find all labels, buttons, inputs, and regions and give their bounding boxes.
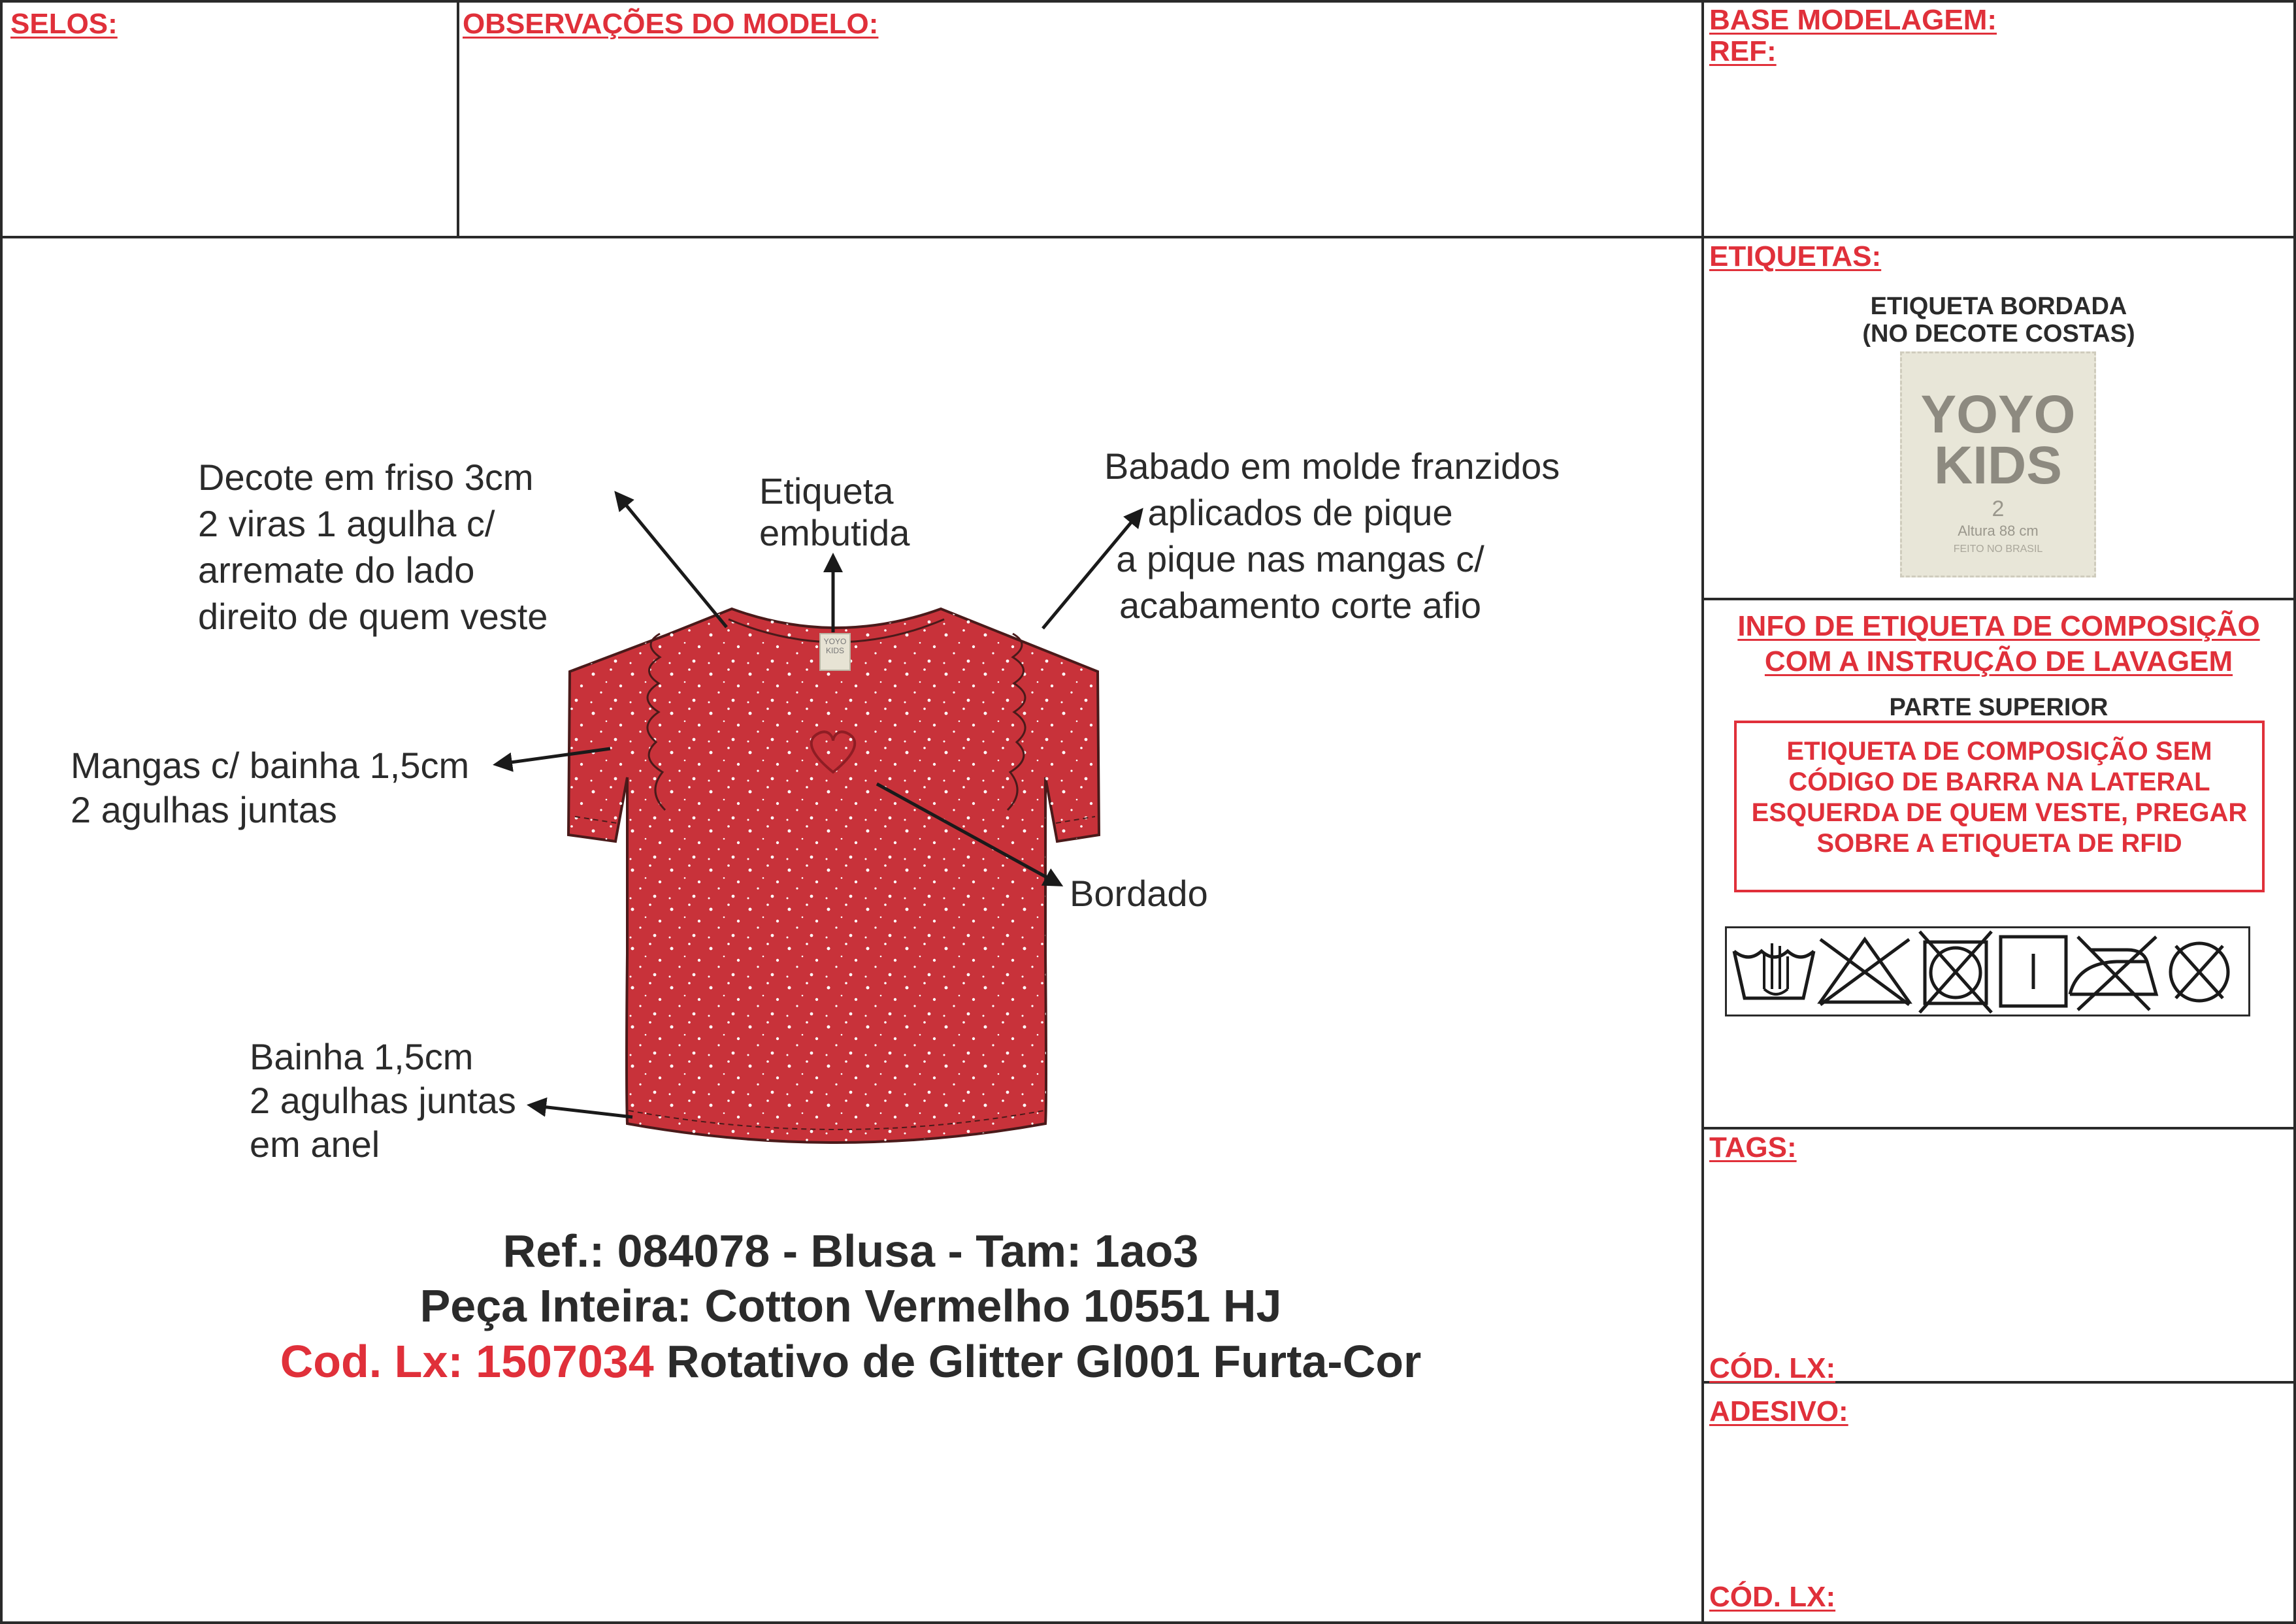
woven-label-origin: FEITO NO BRASIL xyxy=(1953,544,2043,555)
etiquetas-label: ETIQUETAS: xyxy=(1709,240,1882,272)
product-glitter-desc: Rotativo de Glitter Gl001 Furta-Cor xyxy=(653,1336,1422,1387)
woven-label xyxy=(1900,351,2096,577)
woven-label-height: Altura 88 cm xyxy=(1958,523,2039,539)
tags-cod-lx-label: CÓD. LX: xyxy=(1709,1352,1836,1384)
etiqueta-annotation: Etiqueta embutida xyxy=(759,470,910,553)
mangas-arrow xyxy=(497,749,610,764)
product-cod-lx: Cod. Lx: 1507034 xyxy=(280,1336,654,1387)
tags-label: TAGS: xyxy=(1709,1131,1797,1163)
etiqueta-bordada-title: ETIQUETA BORDADA (NO DECOTE COSTAS) xyxy=(1862,293,2135,348)
ref-label: REF: xyxy=(1709,35,1777,67)
bainha-arrow xyxy=(531,1105,632,1117)
decote-annotation: Decote em friso 3cm 2 viras 1 agulha c/ arremate do lado direito de quem veste xyxy=(198,457,548,637)
woven-label-size: 2 xyxy=(1992,496,2005,521)
parte-superior-label: PARTE SUPERIOR xyxy=(1889,694,2108,721)
observacoes-label: OBSERVAÇÕES DO MODELO: xyxy=(463,8,879,40)
no-iron-icon xyxy=(2070,937,2156,1010)
product-ref-line: Ref.: 084078 - Blusa - Tam: 1ao3 xyxy=(502,1226,1199,1276)
sidebar-divider-tags xyxy=(1701,1127,2296,1129)
no-tumble-dry-icon xyxy=(1920,932,1992,1013)
care-symbols xyxy=(1725,926,2250,1016)
bainha-annotation: Bainha 1,5cm 2 agulhas juntas em anel xyxy=(250,1036,516,1165)
composicao-note-box: ETIQUETA DE COMPOSIÇÃO SEM CÓDIGO DE BARRA NA LATERAL ESQUERDA DE QUEM VESTE, PREGAR SOBRE A ETIQUETA DE RFID xyxy=(1734,721,2265,892)
woven-label-brand: YOYO KIDS xyxy=(1920,385,2076,495)
selos-label: SELOS: xyxy=(10,8,118,40)
mangas-annotation: Mangas c/ bainha 1,5cm 2 agulhas juntas xyxy=(71,745,470,830)
decote-arrow xyxy=(617,494,727,627)
line-dry-icon xyxy=(2001,937,2066,1006)
adesivo-cod-lx-label: CÓD. LX: xyxy=(1709,1581,1836,1613)
bordado-annotation: Bordado xyxy=(1070,873,1208,914)
sidebar-divider-etiquetas xyxy=(1701,598,2296,600)
base-modelagem-label: BASE MODELAGEM: xyxy=(1709,4,1997,36)
bordado-arrow xyxy=(877,784,1060,885)
adesivo-label: ADESIVO: xyxy=(1709,1395,1848,1427)
no-dry-clean-icon xyxy=(2171,943,2228,1001)
neck-label-text: YOYO KIDS xyxy=(823,637,847,655)
babado-annotation: Babado em molde franzidos aplicados de pique a pique nas mangas c/ acabamento corte afio xyxy=(1104,446,1560,626)
hand-wash-icon xyxy=(1734,943,1814,998)
info-composicao-label: INFO DE ETIQUETA DE COMPOSIÇÃO COM A INSTRUÇÃO DE LAVAGEM xyxy=(1737,610,2260,677)
product-code-line xyxy=(0,1334,1701,1389)
no-bleach-icon xyxy=(1820,939,1909,1005)
product-fabric-line: Peça Inteira: Cotton Vermelho 10551 HJ xyxy=(419,1280,1282,1331)
